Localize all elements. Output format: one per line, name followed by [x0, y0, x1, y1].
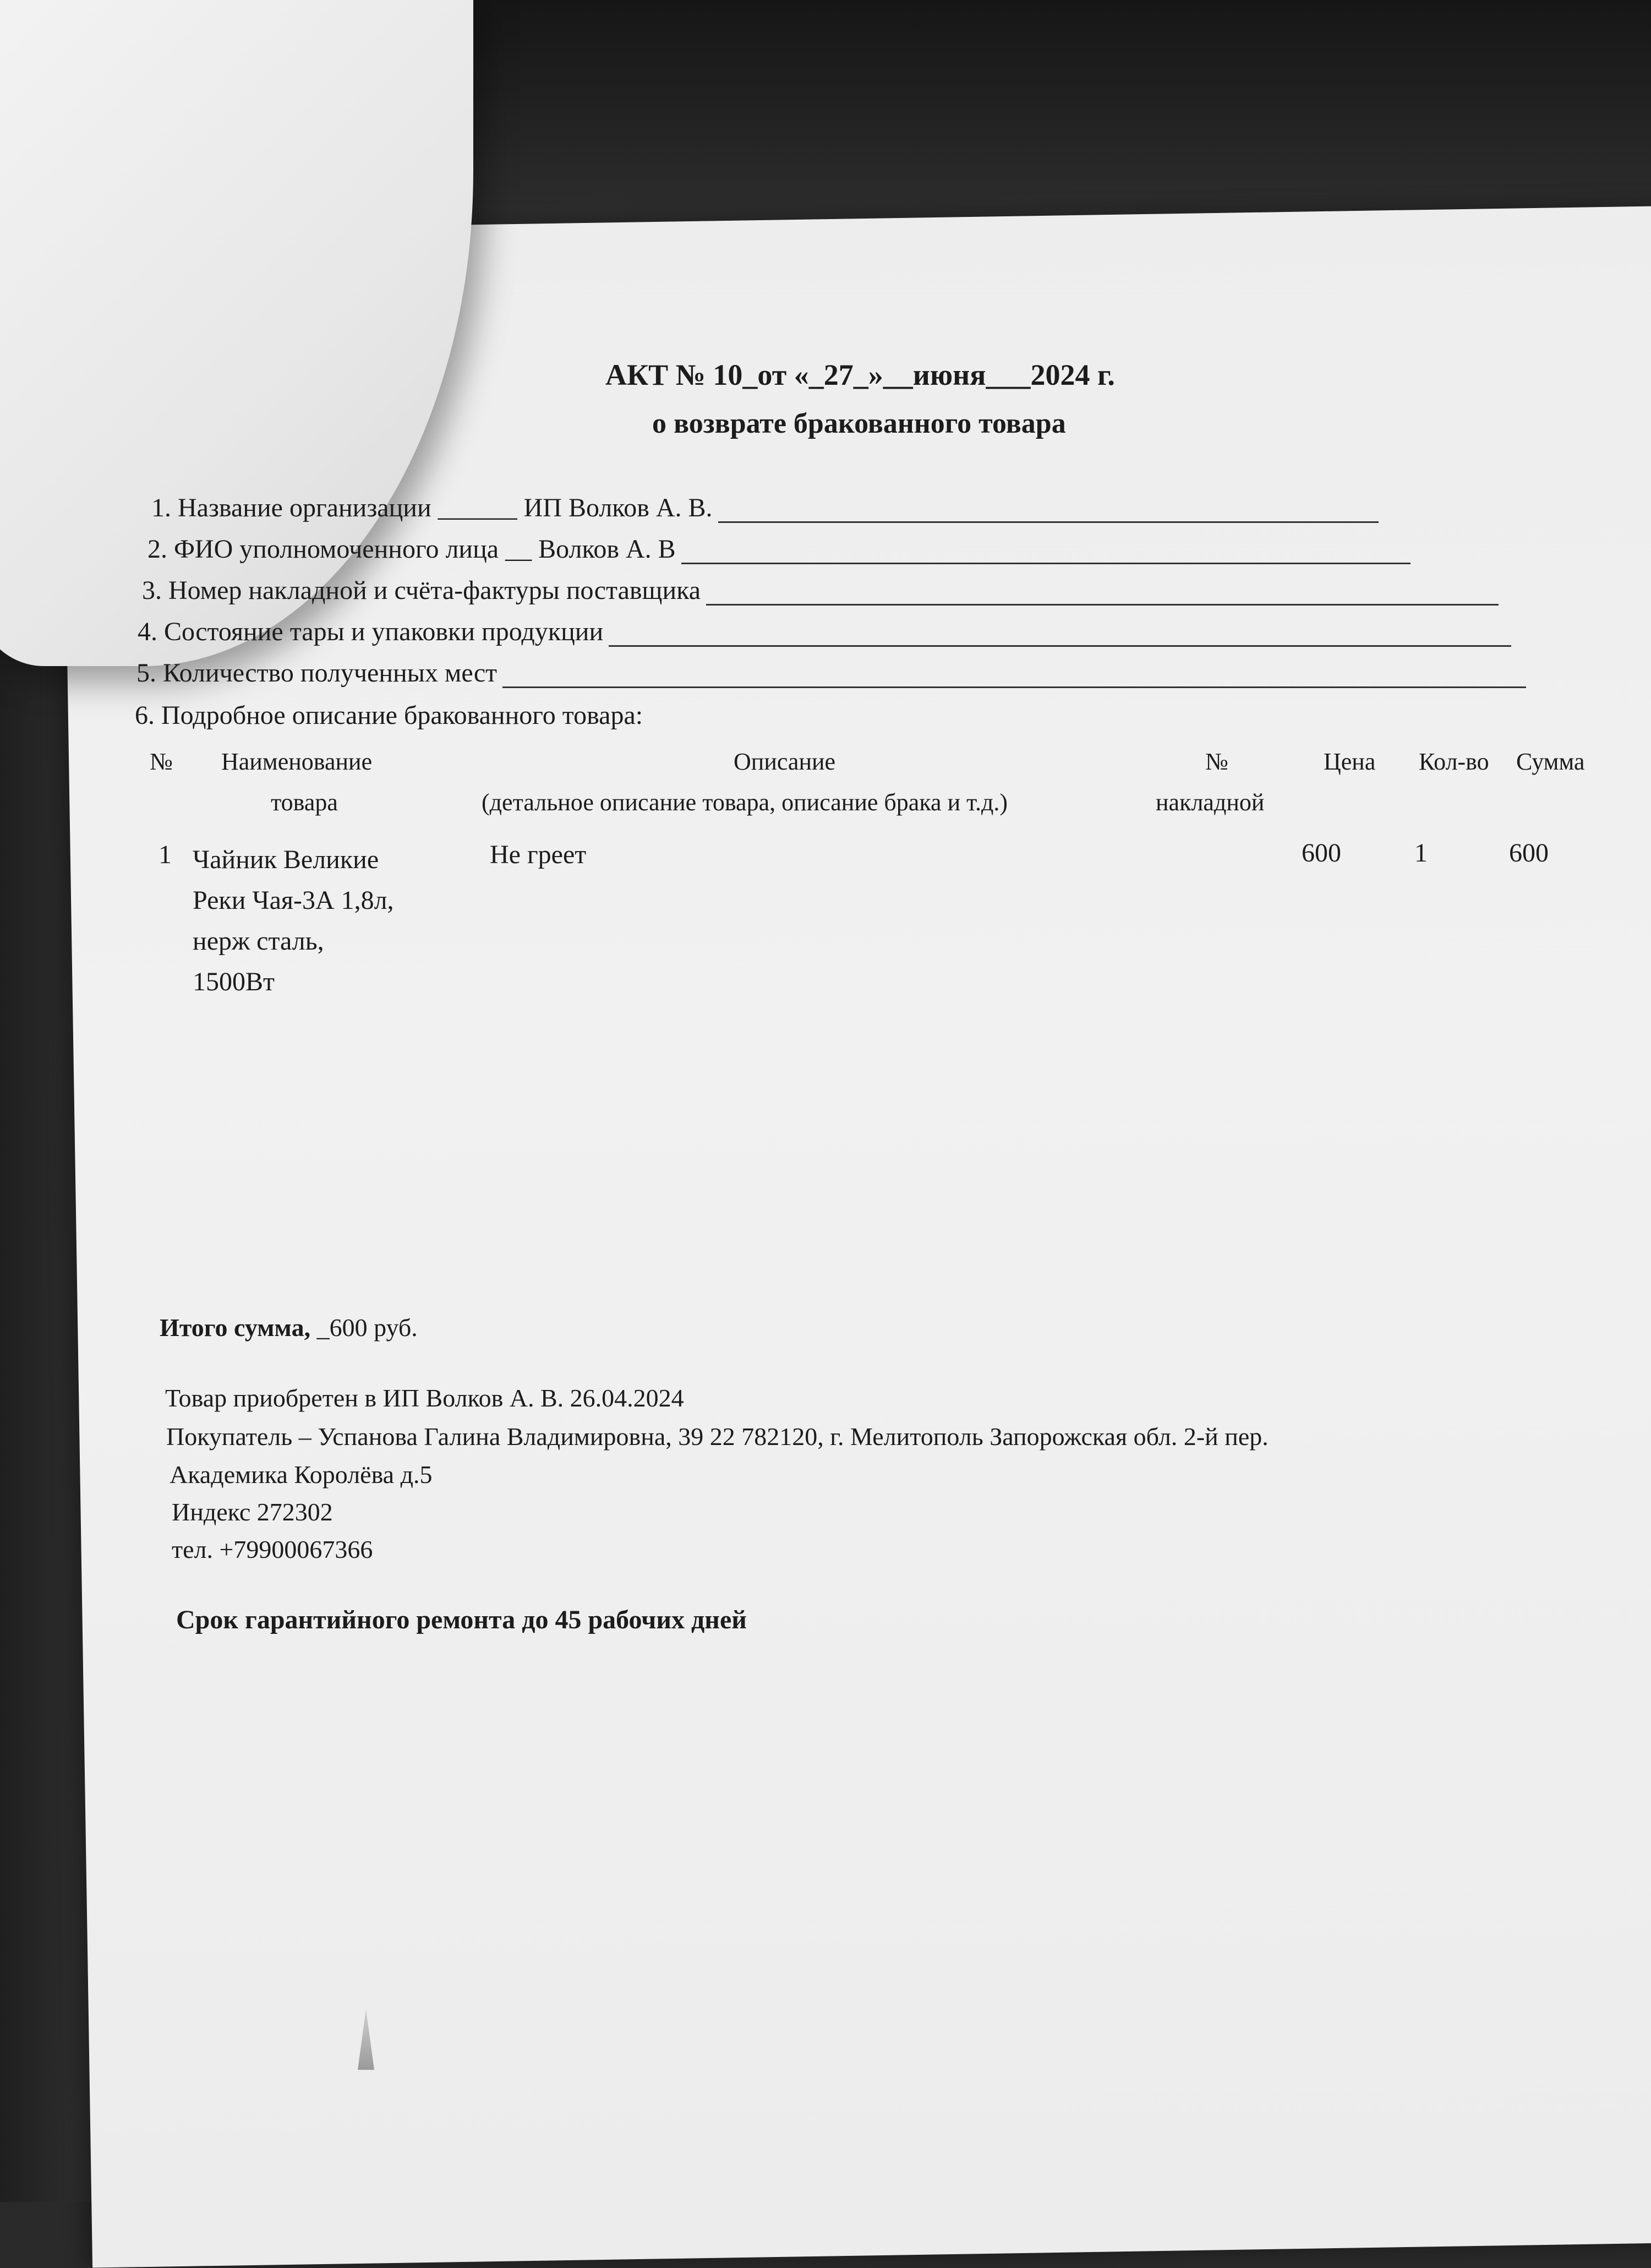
- row-product-name: [193, 839, 435, 1002]
- document-subtitle: о возврате бракованного товара: [652, 408, 1066, 439]
- field-label: 4. Состояние тары и упаковки продукции: [138, 617, 604, 646]
- buyer-info: Покупатель – Успанова Галина Владимировна, 39 22 782120, г. Мелитополь Запорожская обл. 2-й пер.: [166, 1422, 1269, 1451]
- field-places-count: [136, 658, 1526, 688]
- row-description: Не греет: [490, 840, 587, 869]
- field-label: 1. Название организации ______: [151, 493, 517, 522]
- product-name-line: Реки Чая-3А 1,8л,: [193, 886, 394, 915]
- header-name-sub: товара: [271, 789, 338, 816]
- field-value: ИП Волков А. В.: [523, 493, 713, 522]
- field-label: 5. Количество полученных мест: [136, 658, 498, 688]
- field-authorized-person: [147, 534, 1411, 564]
- field-defect-description: [135, 700, 643, 730]
- fill-line: [706, 582, 1499, 606]
- fill-line: [718, 499, 1379, 523]
- header-qty: Кол-во: [1419, 748, 1489, 775]
- product-name-line: 1500Вт: [193, 967, 275, 996]
- field-label: 6. Подробное описание бракованного товара:: [135, 701, 643, 730]
- product-name-line: Чайник Великие: [193, 845, 379, 874]
- address-info: Академика Королёва д.5: [170, 1460, 433, 1489]
- warranty-note: Срок гарантийного ремонта до 45 рабочих дней: [176, 1605, 747, 1634]
- fill-line: [681, 541, 1411, 564]
- field-organization: [151, 493, 1379, 523]
- field-label: 2. ФИО уполномоченного лица __: [147, 535, 532, 564]
- field-invoice-number: [142, 575, 1499, 606]
- header-price: Цена: [1324, 748, 1376, 775]
- header-invoice: №: [1205, 748, 1228, 775]
- total-value: _600 руб.: [310, 1313, 418, 1342]
- total-sum: [160, 1313, 418, 1342]
- phone-info: тел. +79900067366: [172, 1535, 373, 1563]
- row-num: 1: [158, 840, 172, 869]
- total-label: Итого сумма,: [160, 1313, 311, 1342]
- header-sum: Сумма: [1516, 748, 1585, 775]
- index-info: Индекс 272302: [172, 1498, 333, 1526]
- fill-line: [502, 664, 1526, 688]
- header-description-sub: (детальное описание товара, описание брака и т.д.): [482, 789, 1008, 816]
- row-qty: 1: [1414, 838, 1428, 868]
- purchase-info: Товар приобретен в ИП Волков А. В. 26.04.2024: [165, 1384, 684, 1412]
- row-sum: 600: [1509, 838, 1549, 868]
- field-value: Волков А. В: [538, 535, 676, 564]
- header-invoice-sub: накладной: [1156, 789, 1265, 816]
- field-packaging-condition: [138, 617, 1511, 647]
- product-name-line: нерж сталь,: [193, 926, 324, 956]
- field-label: 3. Номер накладной и счёта-фактуры поставщика: [142, 576, 701, 605]
- header-num: №: [150, 748, 173, 775]
- row-price: 600: [1302, 838, 1341, 868]
- document-title: АКТ № 10_от «_27_»__июня___2024 г.: [605, 358, 1115, 391]
- header-description: Описание: [734, 748, 836, 775]
- fill-line: [609, 623, 1511, 647]
- header-name: Наименование: [221, 748, 373, 775]
